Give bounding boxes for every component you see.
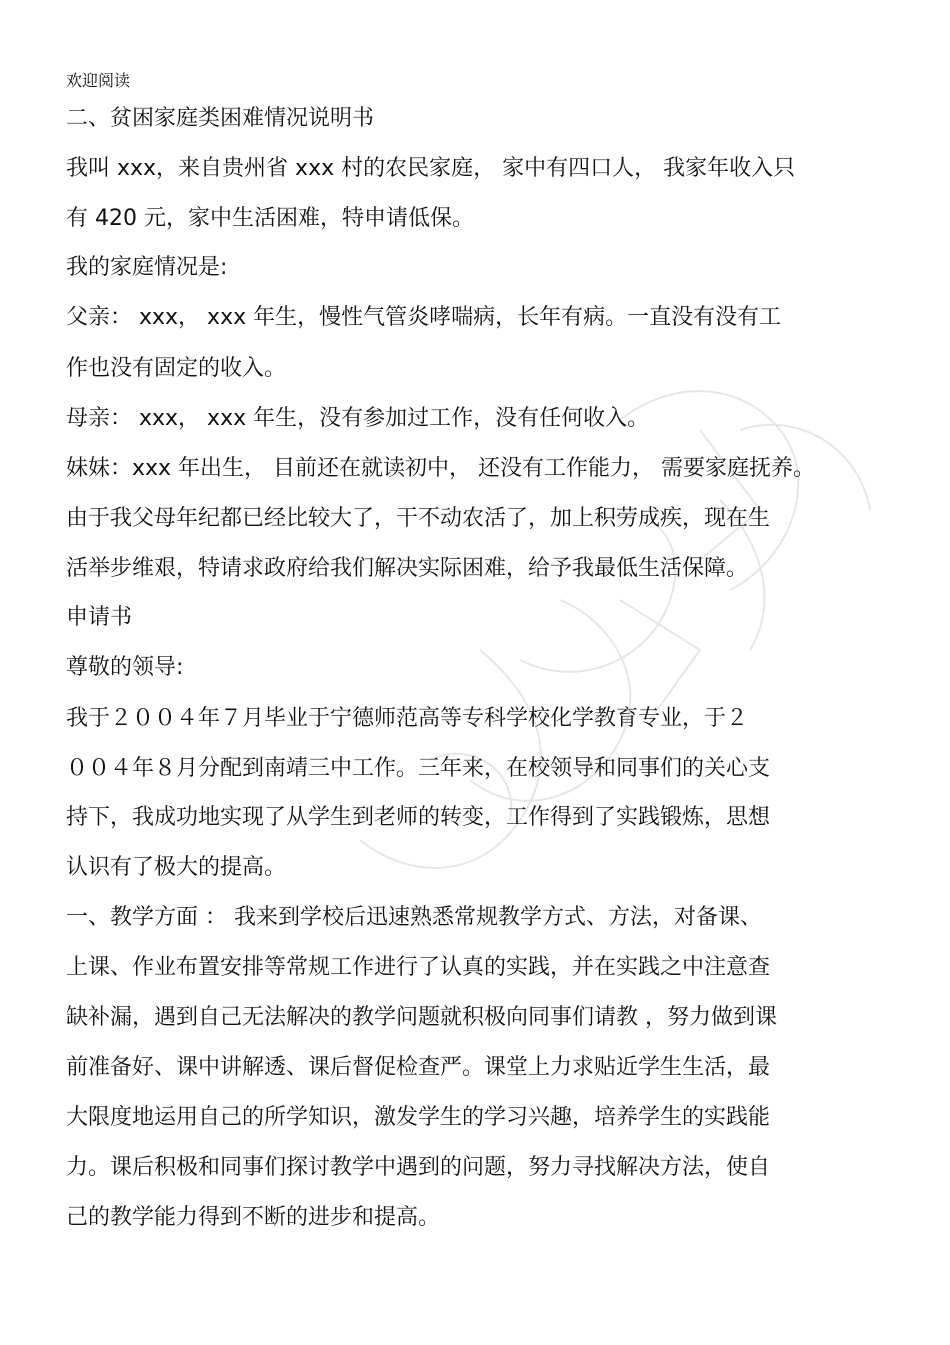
text-line: 上课、作业布置安排等常规工作进行了认真的实践，并在实践之中注意查 (66, 955, 771, 980)
text-line: 我的家庭情况是: (66, 255, 228, 280)
text-line: 前准备好、课中讲解透、课后督促检查严。课堂上力求贴近学生生活，最 (66, 1055, 771, 1080)
text-line: 申请书 (66, 605, 133, 630)
text-line: 缺补漏，遇到自己无法解决的教学问题就积极向同事们请教 ，努力做到课 (66, 1005, 777, 1030)
text-line: 持下，我成功地实现了从学生到老师的转变，工作得到了实践锻炼，思想 (66, 805, 771, 830)
text-line: 父亲： xxx， xxx 年生，慢性气管炎哮喘病，长年有病。一直没有没有工 (66, 305, 782, 330)
text-line: 由于我父母年纪都已经比较大了，干不动农活了，加上积劳成疾，现在生 (66, 506, 771, 531)
text-line: ００４年８月分配到南靖三中工作。三年来，在校领导和同事们的关心支 (66, 756, 771, 781)
text-line: 认识有了极大的提高。 (66, 855, 287, 880)
header-label: 欢迎阅读 (66, 71, 131, 90)
text-line: 己的教学能力得到不断的进步和提高。 (66, 1205, 441, 1230)
text-line: 母亲： xxx， xxx 年生，没有参加过工作，没有任何收入。 (66, 406, 650, 431)
text-line: 有 420 元，家中生活困难，特申请低保。 (66, 206, 474, 231)
text-line: 一、教学方面 ： 我来到学校后迅速熟悉常规教学方式、方法，对备课、 (66, 905, 762, 930)
text-line: 我叫 xxx，来自贵州省 xxx 村的农民家庭， 家中有四口人， 我家年收入只 (66, 156, 796, 181)
text-line: 二、贫困家庭类困难情况说明书 (66, 106, 375, 131)
text-line: 大限度地运用自己的所学知识，激发学生的学习兴趣，培养学生的实践能 (66, 1105, 771, 1130)
text-line: 作也没有固定的收入。 (66, 356, 287, 381)
text-line: 妹妹：xxx 年出生， 目前还在就读初中， 还没有工作能力， 需要家庭抚养。 (66, 456, 816, 481)
text-line: 力。课后积极和同事们探讨教学中遇到的问题，努力寻找解决方法，使自 (66, 1155, 771, 1180)
text-line: 尊敬的领导: (66, 655, 184, 680)
text-line: 我于２００４年７月毕业于宁德师范高等专科学校化学教育专业，于２ (66, 706, 749, 731)
text-line: 活举步维艰，特请求政府给我们解决实际困难，给予我最低生活保障。 (66, 556, 749, 581)
